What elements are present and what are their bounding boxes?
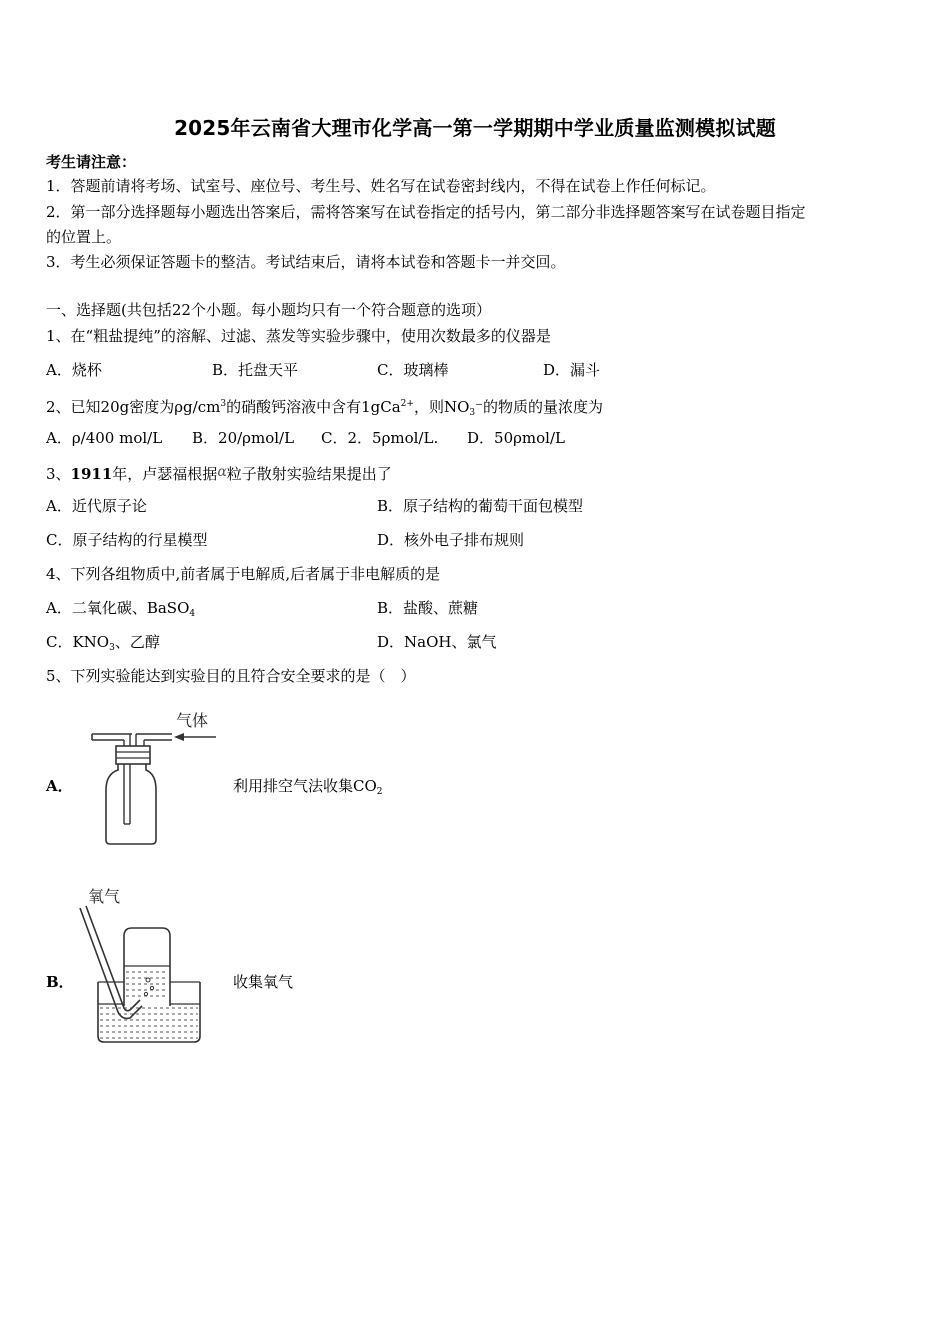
q1-option-b: B．托盘天平	[212, 361, 299, 379]
q5-option-a-sub: 2	[376, 787, 383, 797]
q2-option-c: C．2．5ρmol/L.	[321, 429, 439, 447]
inverted-collection-bottle	[124, 928, 170, 1006]
q5-option-b-label: B．	[46, 973, 74, 991]
q2-stem-part-1: 2、已知20g密度为ρg/cm	[46, 398, 221, 416]
notice-heading: 考生请注意：	[46, 153, 137, 171]
figure-b-oxygen-label: 氧气	[88, 887, 121, 906]
question-4-stem: 4、下列各组物质中,前者属于电解质,后者属于非电解质的是	[46, 565, 441, 583]
q3-stem-part-2: 年，卢瑟福根据	[112, 465, 218, 483]
q2-stem-sub: 3	[469, 408, 476, 418]
q2-stem-part-3: ，则NO	[413, 398, 470, 416]
q4-option-c-text-1: C．KNO	[46, 633, 110, 651]
gas-bottle-outline	[106, 764, 156, 844]
q5-option-b-text: 收集氧气	[233, 973, 294, 991]
notice-item-2: 2．第一部分选择题每小题选出答案后，需将答案写在试卷指定的括号内，第二部分非选择题答案写在试卷题目指定	[46, 203, 806, 221]
q3-option-a: A．近代原子论	[46, 497, 147, 515]
notice-item-3: 3．考生必须保证答题卡的整洁。考试结束后，请将本试卷和答题卡一并交回。	[46, 253, 566, 271]
q4-option-a-text: A．二氧化碳、BaSO	[46, 599, 190, 617]
q4-option-c	[46, 632, 160, 658]
question-3-stem	[46, 462, 392, 484]
q1-option-c: C．玻璃棒	[377, 361, 449, 379]
question-2-stem	[46, 394, 603, 423]
q2-stem-part-4: ⁻的物质的量浓度为	[475, 398, 604, 416]
figure-a-gas-label: 气体	[176, 711, 209, 730]
oxygen-collection-figure	[70, 880, 210, 1046]
q4-option-b: B．盐酸、蔗糖	[377, 599, 479, 617]
q4-option-a	[46, 598, 195, 624]
q2-option-d: D．50ρmol/L	[467, 429, 565, 447]
q3-stem-part-1: 3、	[46, 465, 71, 483]
q3-stem-year: 1911	[70, 465, 113, 483]
q2-stem-sup-2: 2+	[400, 399, 414, 409]
q3-stem-part-3: 粒子散射实验结果提出了	[226, 465, 392, 483]
trough-water	[100, 1008, 198, 1038]
gas-inflow-arrow-head	[174, 733, 184, 741]
q5-option-a-text-main: 利用排空气法收集CO	[233, 777, 377, 795]
q2-option-b: B．20/ρmol/L	[192, 429, 295, 447]
q3-option-c: C．原子结构的行星模型	[46, 531, 208, 549]
q5-option-a-text	[233, 776, 383, 802]
q3-option-b: B．原子结构的葡萄干面包模型	[377, 497, 584, 515]
q2-option-a: A．ρ/400 mol/L	[46, 429, 163, 447]
question-1-stem: 1、在“粗盐提纯”的溶解、过滤、蒸发等实验步骤中，使用次数最多的仪器是	[46, 327, 551, 345]
page-title: 2025年云南省大理市化学高一第一学期期中学业质量监测模拟试题	[174, 116, 776, 140]
q5-option-a-label: A．	[46, 777, 73, 795]
section-heading: 一、选择题(共包括22个小题。每小题均只有一个符合题意的选项）	[46, 301, 491, 319]
q1-option-a: A．烧杯	[46, 361, 102, 379]
rubber-stopper	[116, 746, 150, 764]
q4-option-d: D．NaOH、氯气	[377, 633, 497, 651]
q2-stem-part-2: 的硝酸钙溶液中含有1gCa	[226, 398, 401, 416]
q1-option-d: D．漏斗	[543, 361, 601, 379]
q3-alpha-symbol: α	[217, 464, 227, 480]
q2-stem-sup-1: 3	[220, 399, 227, 409]
notice-item-2-continued: 的位置上。	[46, 228, 122, 246]
q3-option-d: D．核外电子排布规则	[377, 531, 525, 549]
question-5-stem: 5、下列实验能达到实验目的且符合安全要求的是（ ）	[46, 667, 416, 685]
q4-option-a-sub: 4	[189, 609, 196, 619]
gas-bottle-figure	[88, 704, 228, 850]
q4-option-c-sub: 3	[109, 643, 115, 653]
notice-item-1: 1．答题前请将考场、试室号、座位号、考生号、姓名写在试卷密封线内，不得在试卷上作任何标记。	[46, 177, 716, 195]
q4-option-c-text-2: 、乙醇	[114, 633, 160, 651]
